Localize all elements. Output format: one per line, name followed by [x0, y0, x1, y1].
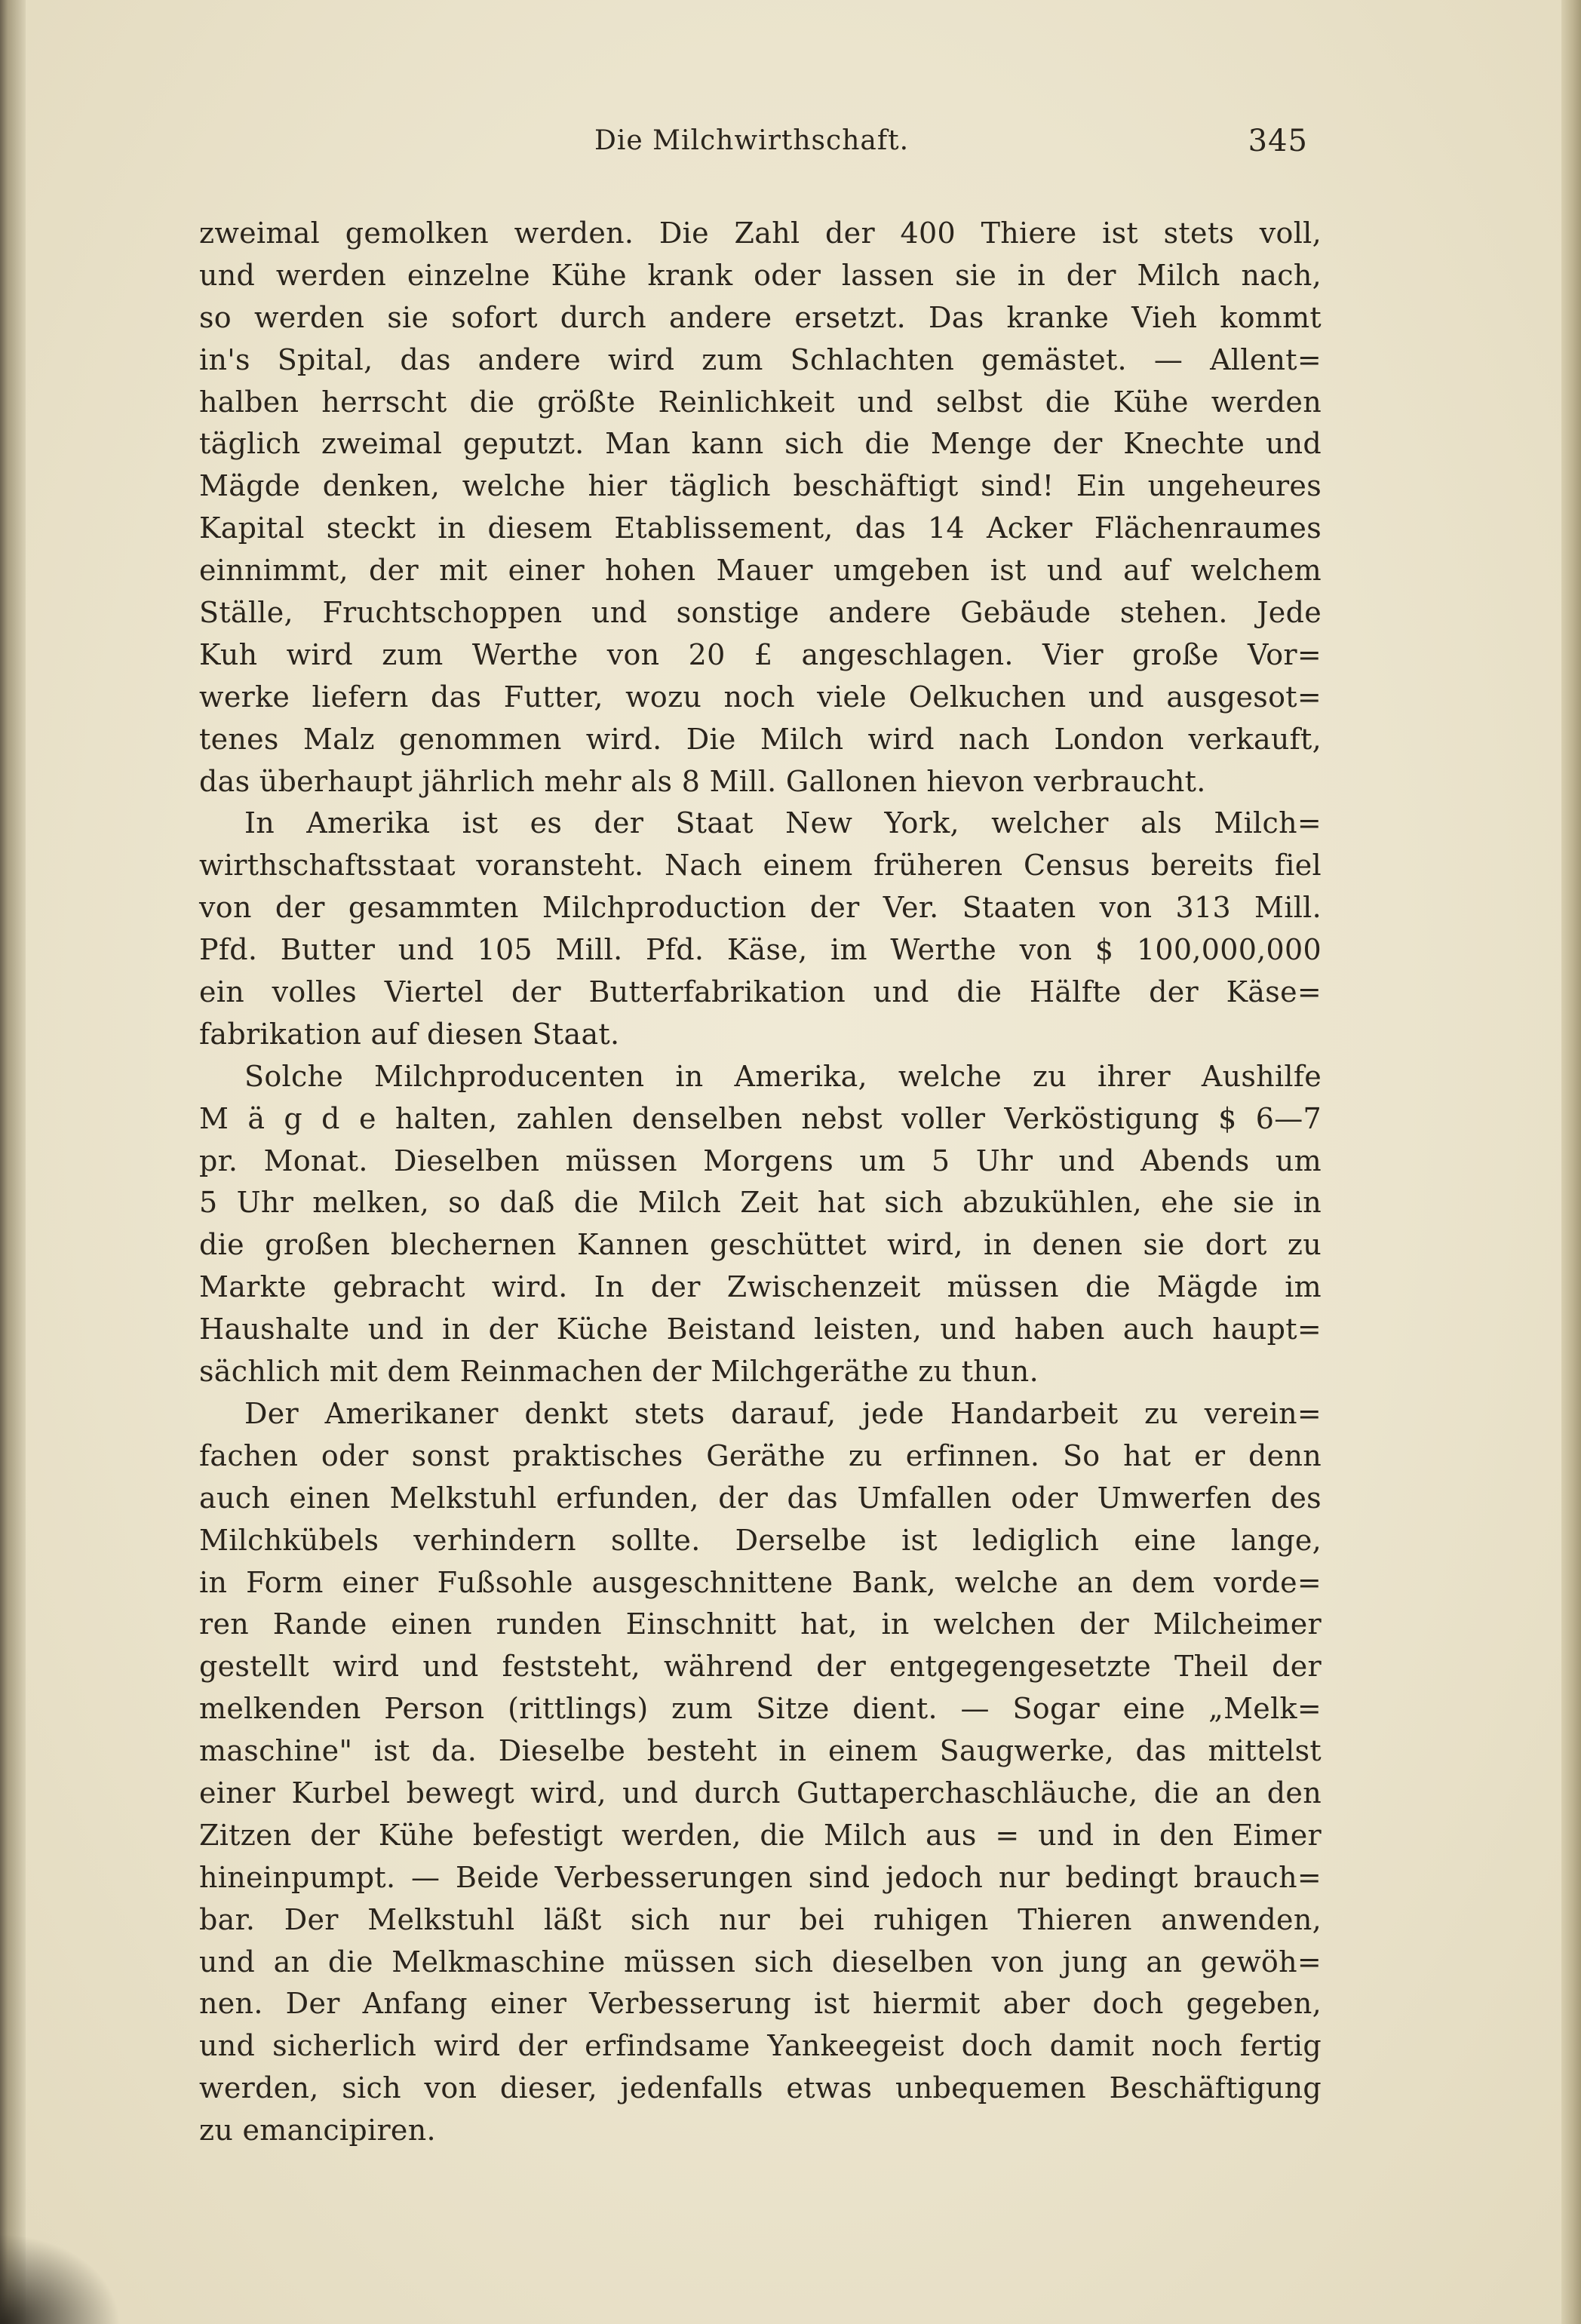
text-line: und an die Melkmaschine müssen sich dieselben von jung an gewöh=	[199, 1945, 1322, 1979]
text-line: pr. Monat. Dieselben müssen Morgens um 5 Uhr und Abends um	[199, 1144, 1322, 1177]
text-line: melkenden Person (rittlings) zum Sitze dient. — Sogar eine „Melk=	[199, 1692, 1322, 1726]
text-line: einer Kurbel bewegt wird, und durch Guttaperchaschläuche, die an den	[199, 1776, 1322, 1810]
text-line: in's Spital, das andere wird zum Schlachten gemästet. — Allent=	[199, 342, 1322, 376]
text-line: Kapital steckt in diesem Etablissement, das 14 Acker Flächenraumes	[199, 511, 1322, 545]
corner-shadow	[0, 2233, 121, 2324]
text-line: 5 Uhr melken, so daß die Milch Zeit hat sich abzukühlen, ehe sie in	[199, 1186, 1322, 1220]
text-line: Haushalte und in der Küche Beistand leisten, und haben auch haupt=	[199, 1312, 1322, 1346]
text-line: fachen oder sonst praktisches Geräthe zu erfinnen. So hat er denn	[199, 1438, 1322, 1472]
page-header	[202, 121, 1315, 166]
text-line: in Form einer Fußsohle ausgeschnittene Bank, welche an dem vorde=	[199, 1565, 1322, 1599]
text-line: ein volles Viertel der Butterfabrikation und die Hälfte der Käse=	[199, 975, 1322, 1009]
text-line: werden, sich von dieser, jedenfalls etwas unbequemen Beschäftigung	[199, 2071, 1322, 2105]
text-line: zu emancipiren.	[199, 2114, 436, 2147]
text-line: und werden einzelne Kühe krank oder lassen sie in der Milch nach,	[199, 258, 1322, 292]
text-line: Pfd. Butter und 105 Mill. Pfd. Käse, im Werthe von $ 100,000,000	[199, 933, 1322, 967]
text-line: Solche Milchproducenten in Amerika, welche zu ihrer Aushilfe	[244, 1059, 1322, 1093]
text-line: halben herrscht die größte Reinlichkeit und selbst die Kühe werden	[199, 385, 1322, 419]
text-line: sächlich mit dem Reinmachen der Milchgeräthe zu thun.	[199, 1355, 1039, 1389]
text-line: nen. Der Anfang einer Verbesserung ist hiermit aber doch gegeben,	[199, 1987, 1322, 2021]
text-line: Milchkübels verhindern sollte. Derselbe ist lediglich eine lange,	[199, 1523, 1322, 1557]
text-line: fabrikation auf diesen Staat.	[199, 1017, 620, 1051]
text-line: werke liefern das Futter, wozu noch viele Oelkuchen und ausgesot=	[199, 680, 1322, 714]
text-line: bar. Der Melkstuhl läßt sich nur bei ruhigen Thieren anwenden,	[199, 1902, 1322, 1936]
text-line: Der Amerikaner denkt stets darauf, jede Handarbeit zu verein=	[244, 1396, 1322, 1430]
text-line: ren Rande einen runden Einschnitt hat, in welchen der Milcheimer	[199, 1607, 1322, 1641]
running-title: Die Milchwirthschaft.	[594, 125, 910, 156]
text-line: M ä g d e halten, zahlen denselben nebst voller Verköstigung $ 6—7	[199, 1101, 1322, 1135]
text-line: und sicherlich wird der erfindsame Yankeegeist doch damit noch fertig	[199, 2029, 1322, 2063]
text-line: Kuh wird zum Werthe von 20 £ angeschlagen. Vier große Vor=	[199, 637, 1322, 671]
body-text	[199, 213, 1322, 2152]
text-line: wirthschaftsstaat voransteht. Nach einem früheren Census bereits fiel	[199, 849, 1322, 883]
text-line: gestellt wird und feststeht, während der entgegengesetzte Theil der	[199, 1650, 1322, 1684]
text-line: so werden sie sofort durch andere ersetzt. Das kranke Vieh kommt	[199, 300, 1322, 334]
page-number: 345	[1248, 124, 1308, 158]
text-line: das überhaupt jährlich mehr als 8 Mill. Gallonen hievon verbraucht.	[199, 764, 1206, 798]
text-line: maschine" ist da. Dieselbe besteht in einem Saugwerke, das mittelst	[199, 1734, 1322, 1768]
text-line: täglich zweimal geputzt. Man kann sich die Menge der Knechte und	[199, 427, 1322, 461]
text-line: In Amerika ist es der Staat New York, welcher als Milch=	[244, 806, 1322, 840]
book-gutter	[0, 0, 26, 2324]
text-line: die großen blechernen Kannen geschüttet wird, in denen sie dort zu	[199, 1228, 1322, 1262]
text-line: Markte gebracht wird. In der Zwischenzeit müssen die Mägde im	[199, 1270, 1322, 1304]
text-line: auch einen Melkstuhl erfunden, der das Umfallen oder Umwerfen des	[199, 1481, 1322, 1515]
text-line: Mägde denken, welche hier täglich beschäftigt sind! Ein ungeheures	[199, 469, 1322, 503]
text-line: einnimmt, der mit einer hohen Mauer umgeben ist und auf welchem	[199, 554, 1322, 588]
text-line: tenes Malz genommen wird. Die Milch wird nach London verkauft,	[199, 722, 1322, 756]
text-line: von der gesammten Milchproduction der Ver. Staaten von 313 Mill.	[199, 891, 1322, 925]
text-line: Ställe, Fruchtschoppen und sonstige andere Gebäude stehen. Jede	[199, 596, 1322, 630]
page-edge	[1561, 0, 1581, 2324]
text-line: Zitzen der Kühe befestigt werden, die Milch aus = und in den Eimer	[199, 1818, 1322, 1852]
text-line: zweimal gemolken werden. Die Zahl der 400 Thiere ist stets voll,	[199, 216, 1322, 250]
text-line: hineinpumpt. — Beide Verbesserungen sind jedoch nur bedingt brauch=	[199, 1860, 1322, 1894]
